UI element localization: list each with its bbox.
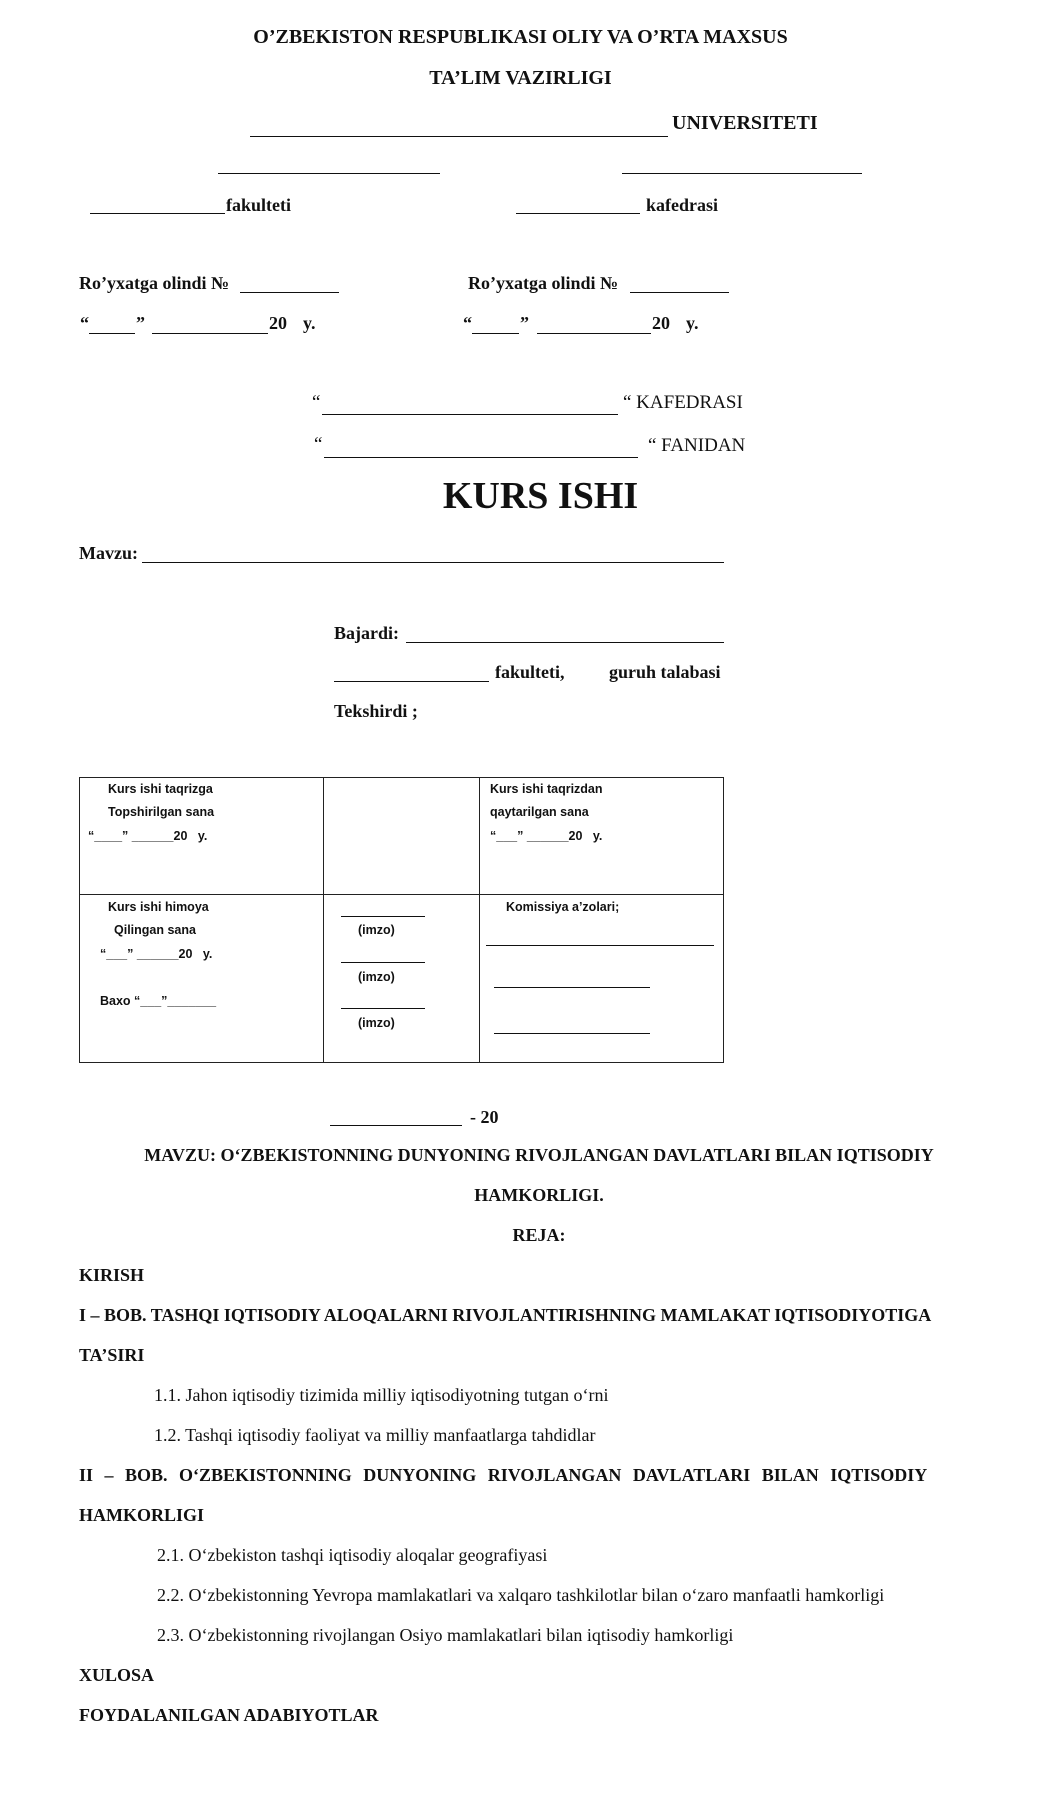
bajardi-blank[interactable] [406,642,724,643]
defense-line-2: Qilingan sana [114,923,196,937]
registration-right-number-blank[interactable] [630,292,729,293]
kafedra-name-blank[interactable] [322,414,618,415]
signature-label-3: (imzo) [358,1016,395,1030]
signature-label-2: (imzo) [358,970,395,984]
blank-line-left[interactable] [218,173,440,174]
plan-chapter-1-line-2: TA’SIRI [79,1345,145,1365]
reg-left-date-close-quote: ” [136,313,145,333]
review-returned-line-1: Kurs ishi taqrizdan [490,782,603,796]
bajardi-label: Bajardi: [334,623,399,643]
reg-right-day-blank[interactable] [472,333,519,334]
registration-left-number-blank[interactable] [240,292,339,293]
review-submitted-date[interactable]: “____” ______20 y. [88,829,208,843]
review-table-row-divider [79,894,724,895]
year-blank[interactable] [330,1125,462,1126]
plan-chapter-2-line-2: HAMKORLIGI [79,1505,205,1525]
reg-left-day-blank[interactable] [89,333,135,334]
signature-label-1: (imzo) [358,923,395,937]
performer-group-label: guruh talabasi [609,662,721,682]
plan-section-2-1: 2.1. O‘zbekiston tashqi iqtisodiy aloqalar geografiyasi [157,1545,548,1565]
commission-member-line-1[interactable] [486,945,714,946]
plan-references: FOYDALANILGAN ADABIYOTLAR [79,1705,379,1725]
review-table [79,777,724,1063]
topic-line-2: HAMKORLIGI. [474,1185,604,1205]
faculty-label: fakulteti [226,195,291,215]
performer-faculty-blank[interactable] [334,681,489,682]
review-table-divider-1 [323,777,324,1063]
year-line-label: - 20 [470,1107,499,1127]
plan-section-1-1: 1.1. Jahon iqtisodiy tizimida milliy iqtisodiyotning tutgan o‘rni [154,1385,609,1405]
plan-intro: KIRISH [79,1265,145,1285]
review-submitted-line-2: Topshirilgan sana [108,805,215,819]
reg-right-year: 20 [652,313,670,333]
review-submitted-line-1: Kurs ishi taqrizga [108,782,213,796]
fan-name-blank[interactable] [324,457,638,458]
department-blank[interactable] [516,213,640,214]
mavzu-label: Mavzu: [79,543,138,563]
review-returned-line-2: qaytarilgan sana [490,805,589,819]
topic-line-1: MAVZU: O‘ZBEKISTONNING DUNYONING RIVOJLANGAN DAVLATLARI BILAN IQTISODIY [144,1145,934,1165]
fan-label: “ FANIDAN [648,435,746,456]
university-label: UNIVERSITETI [672,112,818,134]
department-label: kafedrasi [646,195,718,215]
commission-member-line-2[interactable] [494,987,650,988]
reg-right-date-close-quote: ” [520,313,529,333]
reg-left-year: 20 [269,313,287,333]
reg-right-month-blank[interactable] [537,333,651,334]
document-title: KURS ISHI [442,475,639,517]
reg-right-date-open-quote: “ [463,313,472,333]
plan-section-1-2: 1.2. Tashqi iqtisodiy faoliyat va milliy manfaatlarga tahdidlar [154,1425,596,1445]
reg-left-year-suffix: y. [303,313,316,333]
blank-line-right[interactable] [622,173,862,174]
signature-line-1[interactable] [341,916,425,917]
ministry-line-1: O’ZBEKISTON RESPUBLIKASI OLIY VA O’RTA MAXSUS [253,26,788,48]
kafedra-open-quote: “ [312,392,321,413]
reg-right-year-suffix: y. [686,313,699,333]
tekshirdi-label: Tekshirdi ; [334,701,418,721]
defense-date[interactable]: “___” ______20 y. [100,947,213,961]
plan-section-2-3: 2.3. O‘zbekistonning rivojlangan Osiyo mamlakatlari bilan iqtisodiy hamkorligi [157,1625,734,1645]
commission-label: Komissiya a’zolari; [506,900,620,914]
performer-faculty-label: fakulteti, [495,662,565,682]
plan-section-2-2: 2.2. O‘zbekistonning Yevropa mamlakatlari va xalqaro tashkilotlar bilan o‘zaro manfaatli hamkorligi [157,1585,885,1605]
commission-member-line-3[interactable] [494,1033,650,1034]
reg-left-date-open-quote: “ [80,313,89,333]
review-table-divider-2 [479,777,480,1063]
signature-line-2[interactable] [341,962,425,963]
mavzu-blank[interactable] [142,562,724,563]
reg-left-month-blank[interactable] [152,333,268,334]
registration-right-label: Ro’yxatga olindi № [468,273,619,293]
defense-grade[interactable]: Baxo “___”_______ [100,994,217,1008]
fan-open-quote: “ [314,434,323,455]
defense-line-1: Kurs ishi himoya [108,900,209,914]
kafedra-label: “ KAFEDRASI [623,392,743,413]
plan-chapter-2-line-1: II – BOB. O‘ZBEKISTONNING DUNYONING RIVOJLANGAN DAVLATLARI BILAN IQTISODIY [79,1465,928,1485]
plan-conclusion: XULOSA [79,1665,155,1685]
ministry-line-2: TA’LIM VAZIRLIGI [429,67,612,89]
university-name-blank[interactable] [250,136,668,137]
signature-line-3[interactable] [341,1008,425,1009]
faculty-blank[interactable] [90,213,225,214]
registration-left-label: Ro’yxatga olindi № [79,273,230,293]
plan-heading: REJA: [512,1225,566,1245]
plan-chapter-1-line-1: I – BOB. TASHQI IQTISODIY ALOQALARNI RIVOJLANTIRISHNING MAMLAKAT IQTISODIYOTIGA [79,1305,932,1325]
review-returned-date[interactable]: “___” ______20 y. [490,829,603,843]
